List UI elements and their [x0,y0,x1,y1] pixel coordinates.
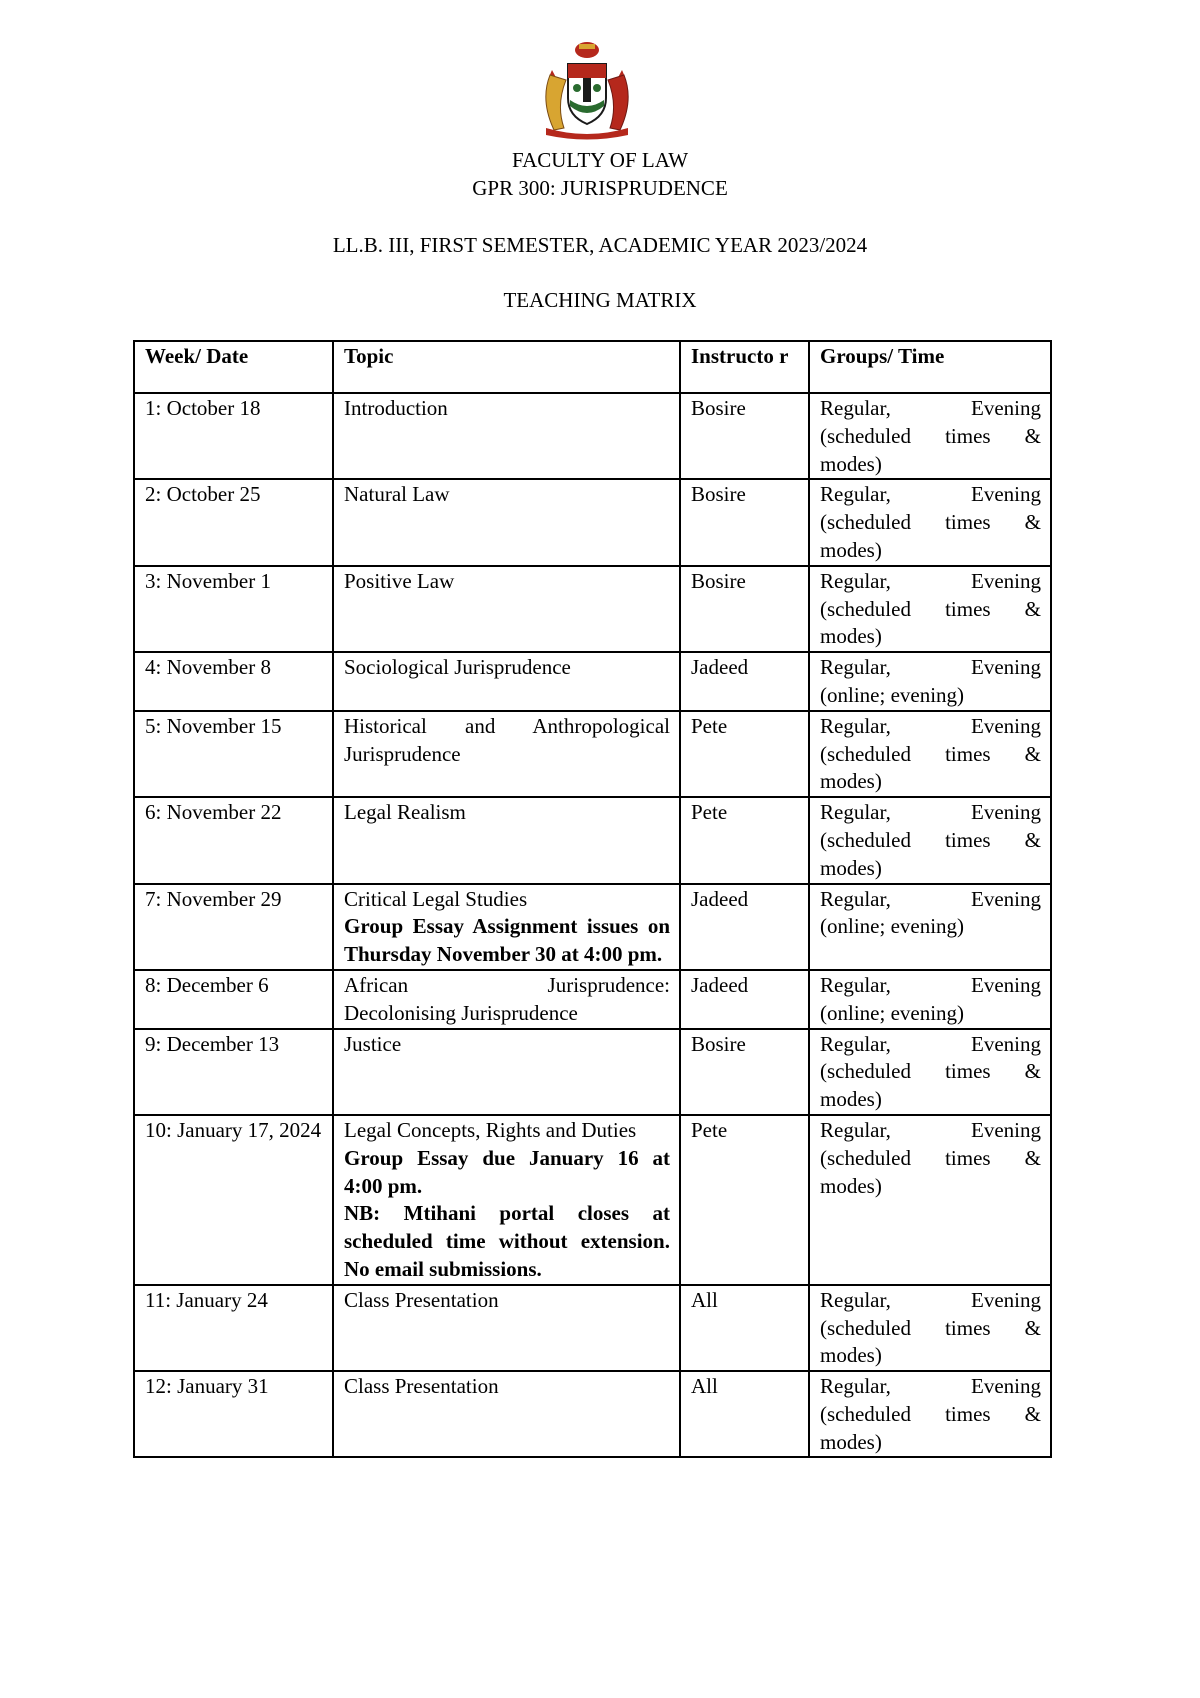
groups-line: (online; evening) [820,914,965,939]
instructor-cell: Pete [680,1115,809,1285]
table-row [134,884,1051,970]
instructor-cell: Bosire [680,1029,809,1115]
instructor-cell: Bosire [680,566,809,652]
groups-line: Regular, Evening [820,1031,1041,1056]
topic-cell: Positive Law [333,566,680,652]
groups-line: Regular, Evening [820,482,1041,507]
groups-line: modes) [820,1087,882,1112]
table-row [134,970,1051,1029]
topic-line: Critical Legal Studies [344,886,528,911]
groups-line: (scheduled times & [820,1315,1041,1340]
week-date-cell: 1: October 18 [134,393,333,479]
groups-line: modes) [820,1173,882,1198]
groups-line: (scheduled times & [820,423,1041,448]
groups-time-cell [809,970,1051,1029]
groups-time-cell [809,884,1051,970]
groups-line: (scheduled times & [820,1401,1041,1426]
groups-line: Regular, Evening [820,1117,1041,1142]
groups-line: (scheduled times & [820,1059,1041,1084]
groups-time-cell [809,1371,1051,1457]
groups-line: Regular, Evening [820,568,1041,593]
groups-line: Regular, Evening [820,713,1041,738]
topic-line: Jurisprudence [344,741,461,766]
university-coat-of-arms-icon [532,40,642,140]
groups-line: Regular, Evening [820,655,1041,680]
instructor-cell: Bosire [680,479,809,565]
topic-cell: Class Presentation [333,1285,680,1371]
groups-time-cell [809,711,1051,797]
instructor-cell: Jadeed [680,652,809,711]
assignment-note: Group Essay Assignment issues on Thursday November 30 at 4:00 pm. [344,914,670,967]
table-row [134,652,1051,711]
instructor-cell: Jadeed [680,884,809,970]
week-date-cell: 5: November 15 [134,711,333,797]
week-date-cell: 4: November 8 [134,652,333,711]
column-header-topic: Topic [333,341,680,393]
groups-time-cell [809,1115,1051,1285]
topic-line: Decolonising Jurisprudence [344,1000,578,1025]
groups-line: Regular, Evening [820,1287,1041,1312]
course-heading: GPR 300: JURISPRUDENCE [472,176,728,200]
topic-cell [333,1115,680,1285]
groups-time-cell [809,393,1051,479]
groups-line: modes) [820,624,882,649]
week-date-cell: 8: December 6 [134,970,333,1029]
table-row [134,393,1051,479]
groups-line: (online; evening) [820,1000,965,1025]
groups-line: (scheduled times & [820,596,1041,621]
table-row [134,479,1051,565]
groups-time-cell [809,652,1051,711]
week-date-cell: 7: November 29 [134,884,333,970]
topic-cell [333,711,680,797]
groups-time-cell [809,797,1051,883]
table-row [134,1285,1051,1371]
column-header-instructor: Instructo r [680,341,809,393]
groups-line: modes) [820,1429,882,1454]
instructor-cell: Bosire [680,393,809,479]
groups-line: (online; evening) [820,682,965,707]
week-date-cell: 12: January 31 [134,1371,333,1457]
groups-line: modes) [820,855,882,880]
groups-line: modes) [820,769,882,794]
groups-line: modes) [820,451,882,476]
programme-heading: LL.B. III, FIRST SEMESTER, ACADEMIC YEAR 2023/2024 [332,233,868,257]
groups-time-cell [809,479,1051,565]
topic-cell [333,970,680,1029]
groups-time-cell [809,1029,1051,1115]
topic-cell: Sociological Jurisprudence [333,652,680,711]
topic-cell: Introduction [333,393,680,479]
topic-cell: Class Presentation [333,1371,680,1457]
groups-line: (scheduled times & [820,510,1041,535]
topic-cell: Justice [333,1029,680,1115]
groups-line: Regular, Evening [820,1374,1041,1399]
table-row [134,1115,1051,1285]
groups-line: Regular, Evening [820,396,1041,420]
week-date-cell: 3: November 1 [134,566,333,652]
week-date-cell: 2: October 25 [134,479,333,565]
groups-line: Regular, Evening [820,800,1041,825]
week-date-cell: 9: December 13 [134,1029,333,1115]
topic-cell: Legal Realism [333,797,680,883]
groups-line: modes) [820,537,882,562]
table-header-row [134,341,1051,393]
week-date-cell: 10: January 17, 2024 [134,1115,333,1285]
groups-time-cell [809,1285,1051,1371]
portal-note: NB: Mtihani portal closes at scheduled time without extension. No email submissions. [344,1201,670,1281]
topic-cell [333,884,680,970]
groups-time-cell [809,566,1051,652]
table-row [134,566,1051,652]
groups-line: modes) [820,1343,882,1368]
table-row [134,711,1051,797]
week-date-cell: 6: November 22 [134,797,333,883]
groups-line: (scheduled times & [820,1145,1041,1170]
groups-line: (scheduled times & [820,827,1041,852]
week-date-cell: 11: January 24 [134,1285,333,1371]
teaching-matrix-table [133,340,1052,1458]
instructor-cell: All [680,1285,809,1371]
topic-line: African Jurisprudence: [344,972,670,997]
instructor-cell: Pete [680,711,809,797]
column-header-groups: Groups/ Time [809,341,1051,393]
groups-line: Regular, Evening [820,972,1041,997]
table-row [134,1029,1051,1115]
groups-line: (scheduled times & [820,741,1041,766]
instructor-cell: All [680,1371,809,1457]
column-header-week: Week/ Date [134,341,333,393]
document-title: TEACHING MATRIX [503,288,697,312]
table-row [134,1371,1051,1457]
groups-line: Regular, Evening [820,886,1041,911]
deadline-note: Group Essay due January 16 at 4:00 pm. [344,1145,670,1198]
topic-line: Legal Concepts, Rights and Duties [344,1117,637,1142]
faculty-heading: FACULTY OF LAW [511,148,689,172]
topic-line: Historical and Anthropological [344,713,670,738]
instructor-cell: Jadeed [680,970,809,1029]
topic-cell: Natural Law [333,479,680,565]
instructor-cell: Pete [680,797,809,883]
table-row [134,797,1051,883]
